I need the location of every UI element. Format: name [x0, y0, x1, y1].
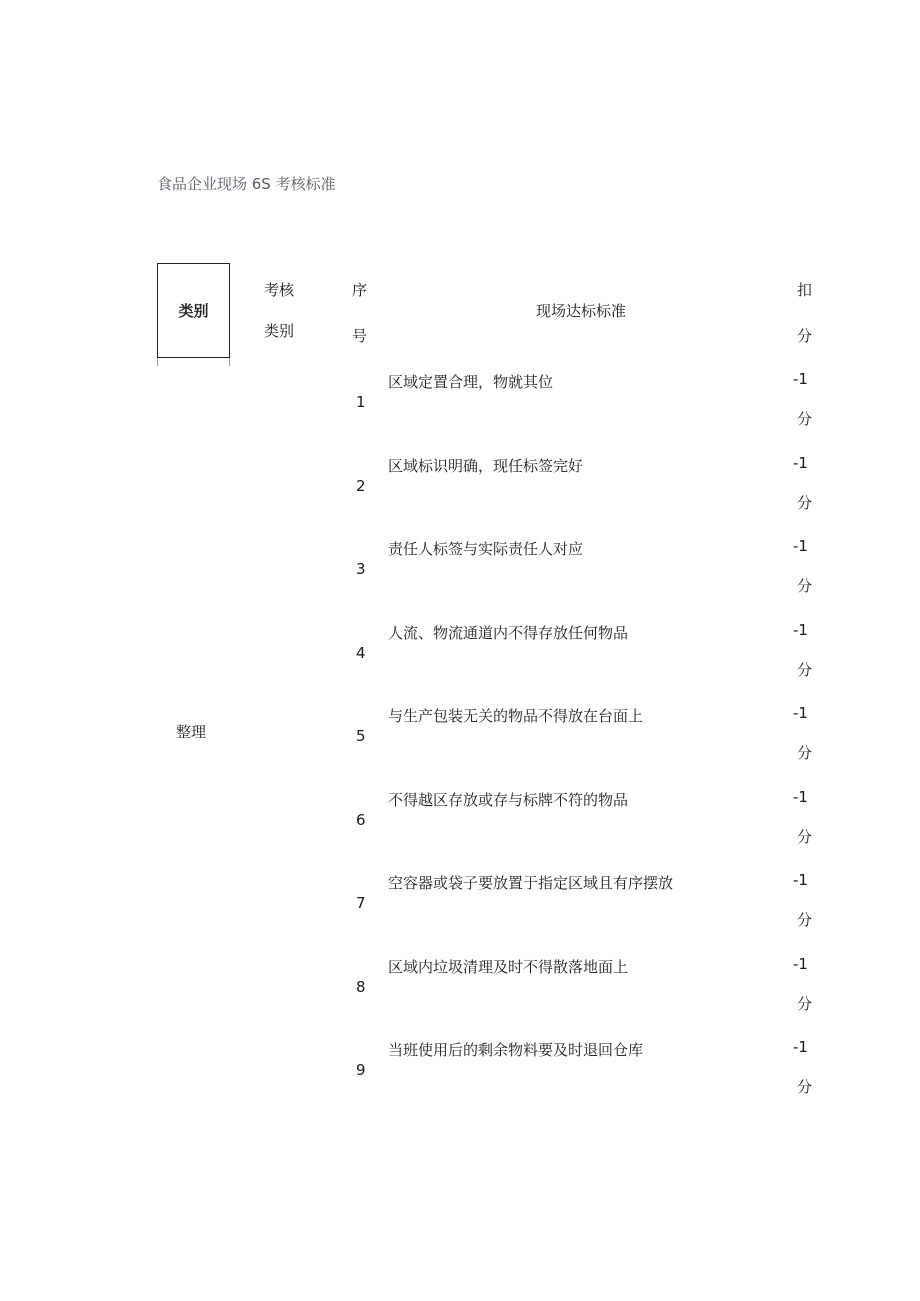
- table-row-deduct-unit: 分: [797, 911, 813, 929]
- table-row-text: 责任人标签与实际责任人对应: [388, 540, 584, 558]
- table-row-deduct-unit: 分: [797, 827, 813, 846]
- box-tick-right: [229, 358, 230, 366]
- page-title: 食品企业现场 6S 考核标准: [157, 175, 336, 193]
- table-row-seq: 2: [356, 476, 366, 495]
- table-row-deduct-unit: 分: [797, 660, 813, 679]
- table-row-deduct-unit: 分: [797, 493, 813, 512]
- table-row-deduct-value: -1: [793, 954, 808, 973]
- seq-header-line2: 号: [352, 327, 368, 345]
- table-row-seq: 5: [356, 727, 366, 745]
- table-row-deduct-unit: 分: [797, 994, 813, 1013]
- table-row-text: 区域定置合理，物就其位: [388, 373, 554, 391]
- table-row-deduct-unit: 分: [797, 1078, 813, 1096]
- table-row-deduct-unit: 分: [797, 744, 813, 762]
- category-header-label: 类别: [178, 302, 209, 320]
- table-row-deduct-value: -1: [793, 704, 808, 722]
- table-row-seq: 1: [356, 393, 366, 411]
- deduct-header-line1: 扣: [797, 281, 813, 299]
- table-row-seq: 7: [356, 894, 366, 912]
- table-row-deduct-value: -1: [793, 1038, 808, 1056]
- box-tick-left: [157, 358, 158, 366]
- table-row-deduct-value: -1: [793, 620, 808, 639]
- table-row-seq: 8: [356, 977, 366, 996]
- table-row-seq: 9: [356, 1061, 366, 1079]
- table-row-text: 与生产包装无关的物品不得放在台面上: [388, 707, 644, 725]
- table-row-text: 当班使用后的剩余物料要及时退回仓库: [388, 1041, 644, 1059]
- table-row-deduct-value: -1: [793, 787, 808, 806]
- table-row-seq: 3: [356, 560, 366, 578]
- table-row-text: 不得越区存放或存与标牌不符的物品: [388, 790, 629, 809]
- table-row-seq: 4: [356, 643, 366, 662]
- table-row-text: 人流、物流通道内不得存放任何物品: [388, 623, 629, 642]
- table-row-text: 空容器或袋子要放置于指定区域且有序摆放: [388, 874, 674, 892]
- assess-category-header-line1: 考核: [264, 281, 295, 299]
- group-name: 整理: [176, 723, 207, 741]
- table-row-seq: 6: [356, 810, 366, 829]
- category-header-box: [157, 263, 230, 358]
- table-row-deduct-value: -1: [793, 537, 808, 555]
- standard-header: 现场达标标准: [536, 302, 627, 320]
- table-row-text: 区域标识明确，现任标签完好: [388, 456, 584, 475]
- table-row-deduct-value: -1: [793, 370, 808, 388]
- seq-header-line1: 序: [352, 281, 368, 299]
- table-row-deduct-value: -1: [793, 871, 808, 889]
- deduct-header-line2: 分: [797, 327, 813, 345]
- table-row-deduct-unit: 分: [797, 410, 813, 428]
- table-row-text: 区域内垃圾清理及时不得散落地面上: [388, 957, 629, 976]
- table-row-deduct-unit: 分: [797, 577, 813, 595]
- assess-category-header-line2: 类别: [264, 322, 295, 340]
- table-row-deduct-value: -1: [793, 453, 808, 472]
